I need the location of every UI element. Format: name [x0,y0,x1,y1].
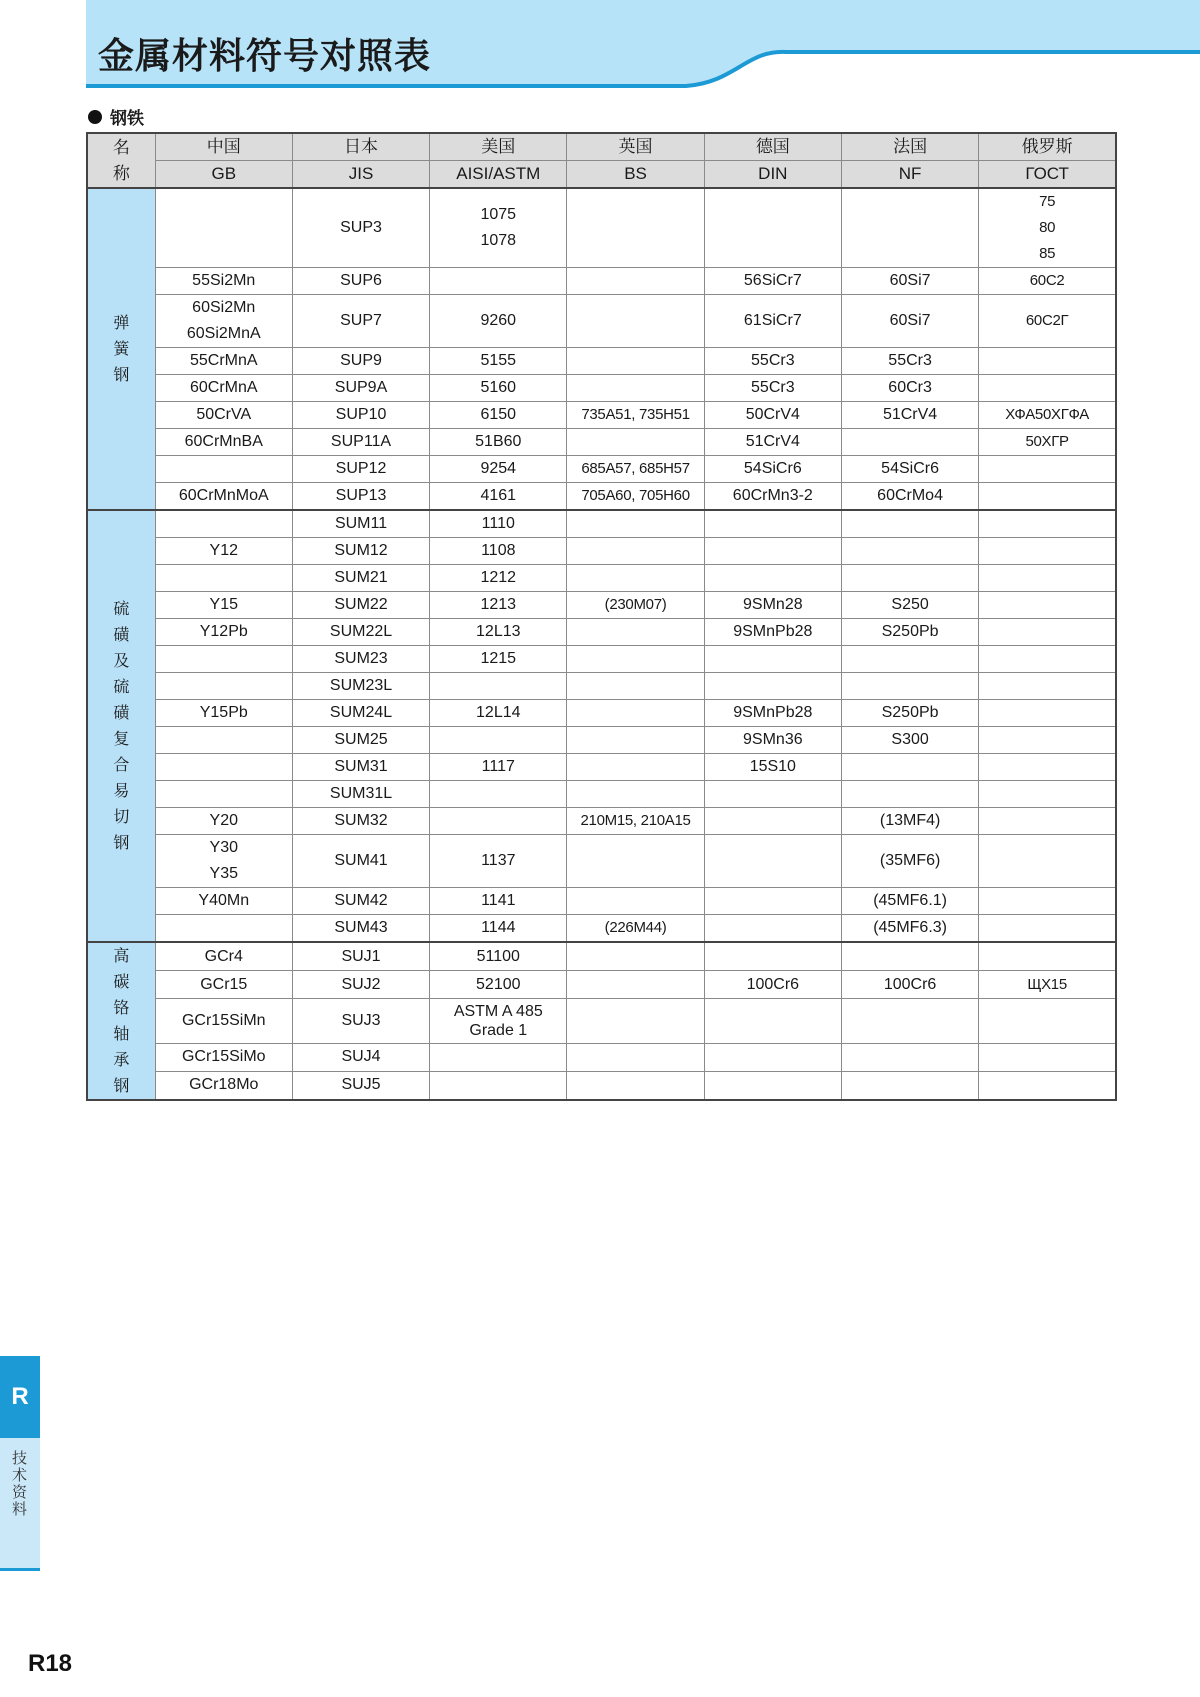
standard-header: JIS [292,161,429,189]
category-label: 高碳铬轴承钢 [113,946,130,1095]
table-cell [704,673,841,700]
table-cell [841,942,978,971]
table-cell: SUP11A [292,429,429,456]
table-cell: Y30 Y35 [155,835,292,888]
table-cell [430,673,567,700]
table-cell: SUP3 [292,188,429,268]
table-row [87,942,1116,971]
table-row [87,483,1116,511]
table-cell [979,915,1116,943]
table-cell [841,565,978,592]
table-cell: GCr15SiMo [155,1043,292,1071]
table-cell [979,727,1116,754]
table-cell [567,1071,704,1100]
table-cell: SUP9A [292,375,429,402]
table-cell: Y15 [155,592,292,619]
table-cell: 51CrV4 [841,402,978,429]
table-cell: SUM41 [292,835,429,888]
table-row [87,295,1116,348]
table-cell: S250Pb [841,700,978,727]
table-row [87,268,1116,295]
table-cell [704,888,841,915]
table-row [87,781,1116,808]
table-cell [430,727,567,754]
table-cell: ЩХ15 [979,971,1116,999]
table-cell [567,375,704,402]
table-cell: 1137 [430,835,567,888]
table-cell: 100Cr6 [704,971,841,999]
table-cell: SUM32 [292,808,429,835]
table-cell [841,1071,978,1100]
table-cell [430,808,567,835]
standard-header: BS [567,161,704,189]
table-cell: 60CrMnA [155,375,292,402]
table-cell: 51B60 [430,429,567,456]
table-cell [430,781,567,808]
table-row [87,375,1116,402]
country-header: 中国 [155,133,292,161]
table-cell: SUJ2 [292,971,429,999]
table-cell: SUM11 [292,510,429,538]
table-cell: 60C2 [979,268,1116,295]
table-cell: S300 [841,727,978,754]
table-row [87,727,1116,754]
table-cell: Y20 [155,808,292,835]
table-cell [841,538,978,565]
category-label: 弹簧钢 [113,313,130,384]
table-row [87,429,1116,456]
table-cell [704,781,841,808]
table-cell: SUJ4 [292,1043,429,1071]
table-row [87,619,1116,646]
table-cell [841,781,978,808]
table-cell: S250Pb [841,619,978,646]
section-label [88,104,144,129]
table-cell: 54SiCr6 [704,456,841,483]
country-header: 英国 [567,133,704,161]
table-cell [979,375,1116,402]
table-cell: 12L14 [430,700,567,727]
table-cell: SUP7 [292,295,429,348]
table-row [87,915,1116,943]
table-cell [704,915,841,943]
table-cell: Y12Pb [155,619,292,646]
country-header: 日本 [292,133,429,161]
table-cell [567,971,704,999]
standard-header: ГОСТ [979,161,1116,189]
table-cell: SUP13 [292,483,429,511]
table-cell [567,188,704,268]
table-cell [704,835,841,888]
table-cell: 61SiCr7 [704,295,841,348]
table-cell [567,565,704,592]
table-cell: (13MF4) [841,808,978,835]
table-cell: 56SiCr7 [704,268,841,295]
table-cell: S250 [841,592,978,619]
table-cell: 9SMnPb28 [704,619,841,646]
table-cell [567,673,704,700]
table-cell [979,592,1116,619]
category-cell [87,188,155,510]
table-cell: GCr18Mo [155,1071,292,1100]
table-cell [979,999,1116,1044]
table-row [87,188,1116,268]
table-cell: 60Cr3 [841,375,978,402]
table-cell [979,348,1116,375]
table-cell: 55Si2Mn [155,268,292,295]
table-cell [567,999,704,1044]
table-cell [567,835,704,888]
table-cell: 9254 [430,456,567,483]
table-cell: (45MF6.1) [841,888,978,915]
table-cell [155,915,292,943]
table-cell: SUM23L [292,673,429,700]
table-cell [567,888,704,915]
table-cell [979,942,1116,971]
standard-header: GB [155,161,292,189]
table-row [87,999,1116,1044]
table-cell [979,888,1116,915]
table-cell: 705A60, 705H60 [567,483,704,511]
table-row [87,646,1116,673]
table-cell [979,456,1116,483]
table-cell [979,1071,1116,1100]
table-cell: SUM23 [292,646,429,673]
table-cell [841,754,978,781]
table-cell [430,268,567,295]
table-cell: 55Cr3 [704,348,841,375]
table-cell: 51CrV4 [704,429,841,456]
table-cell: (45MF6.3) [841,915,978,943]
table-cell: 75 80 85 [979,188,1116,268]
table-cell [567,268,704,295]
table-row [87,1071,1116,1100]
country-header: 法国 [841,133,978,161]
table-cell [841,673,978,700]
table-cell [567,429,704,456]
side-tab-text: 技术资料 [12,1449,28,1518]
table-cell: (230M07) [567,592,704,619]
table-row [87,348,1116,375]
table-cell: SUM31 [292,754,429,781]
table-row [87,808,1116,835]
table-cell: SUM12 [292,538,429,565]
table-cell [979,673,1116,700]
table-cell: 50ХГР [979,429,1116,456]
table-cell [567,646,704,673]
table-cell: 60CrMnBA [155,429,292,456]
table-cell: Y12 [155,538,292,565]
table-cell [704,808,841,835]
table-cell [567,510,704,538]
table-cell [567,942,704,971]
table-row [87,700,1116,727]
table-cell: Y40Mn [155,888,292,915]
table-row [87,538,1116,565]
table-row [87,510,1116,538]
table-row [87,673,1116,700]
table-cell: SUP6 [292,268,429,295]
table-cell [979,483,1116,511]
table-row [87,754,1116,781]
table-cell [979,781,1116,808]
table-cell [155,510,292,538]
table-cell: 60Si7 [841,295,978,348]
table-cell [155,188,292,268]
table-cell: 60CrMn3-2 [704,483,841,511]
table-cell [704,565,841,592]
table-cell [841,999,978,1044]
table-cell: 51100 [430,942,567,971]
table-cell: SUM25 [292,727,429,754]
table-cell [979,565,1116,592]
table-cell: 9260 [430,295,567,348]
table-cell: SUM43 [292,915,429,943]
bullet-icon [88,110,102,124]
table-cell: 60Si2Mn 60Si2MnA [155,295,292,348]
standard-header: AISI/ASTM [430,161,567,189]
table-row [87,971,1116,999]
table-cell: ASTM A 485 Grade 1 [430,999,567,1044]
table-cell [567,1043,704,1071]
table-cell: 6150 [430,402,567,429]
table-cell [704,510,841,538]
table-cell [155,781,292,808]
table-cell: 1141 [430,888,567,915]
table-cell [704,1043,841,1071]
table-cell: 15S10 [704,754,841,781]
table-cell: 50CrV4 [704,402,841,429]
table-cell: SUM31L [292,781,429,808]
table-cell: GCr4 [155,942,292,971]
table-cell [979,510,1116,538]
table-cell: 60CrMnMoA [155,483,292,511]
table-cell: 1215 [430,646,567,673]
country-header: 美国 [430,133,567,161]
table-cell: SUJ3 [292,999,429,1044]
table-cell: (35MF6) [841,835,978,888]
table-cell [979,754,1116,781]
table-cell: 9SMnPb28 [704,700,841,727]
table-cell: 735A51, 735H51 [567,402,704,429]
table-cell: 9SMn28 [704,592,841,619]
table-cell: SUJ1 [292,942,429,971]
table-cell: 685A57, 685H57 [567,456,704,483]
table-cell: 55Cr3 [704,375,841,402]
table-cell: 4161 [430,483,567,511]
section-label-text: 钢铁 [110,109,144,129]
table-cell: 55Cr3 [841,348,978,375]
table-cell [567,348,704,375]
table-cell: 1144 [430,915,567,943]
category-cell [87,942,155,1100]
table-cell: SUP12 [292,456,429,483]
standard-header: NF [841,161,978,189]
table-cell: 52100 [430,971,567,999]
table-cell: 1213 [430,592,567,619]
table-cell [704,942,841,971]
table-cell [704,1071,841,1100]
table-cell: SUM42 [292,888,429,915]
table-cell [704,646,841,673]
table-cell: 54SiCr6 [841,456,978,483]
table-cell [979,835,1116,888]
table-cell: ХФА50ХГФА [979,402,1116,429]
table-cell: 60CrMo4 [841,483,978,511]
name-header [87,133,155,188]
table-cell: 60Si7 [841,268,978,295]
table-cell [979,538,1116,565]
table-cell [567,754,704,781]
table-cell: SUM21 [292,565,429,592]
table-cell [567,727,704,754]
page-title: 金属材料符号对照表 [98,36,432,77]
page-number: R18 [28,1650,73,1677]
table-cell: 1212 [430,565,567,592]
table-cell [567,619,704,646]
table-cell: 210M15, 210A15 [567,808,704,835]
table-cell [841,188,978,268]
table-cell [567,295,704,348]
table-cell [841,510,978,538]
table-cell: 50CrVA [155,402,292,429]
table-cell: 12L13 [430,619,567,646]
side-tab-letter: R [0,1356,40,1438]
table-cell [841,646,978,673]
table-cell: SUP9 [292,348,429,375]
table-cell [979,646,1116,673]
table-cell [979,808,1116,835]
table-row [87,456,1116,483]
table-cell: 5155 [430,348,567,375]
table-cell [430,1043,567,1071]
steel-comparison-table [86,132,1117,1101]
table-cell [979,1043,1116,1071]
table-cell [841,429,978,456]
table-cell [155,456,292,483]
table-cell [979,619,1116,646]
table-row [87,888,1116,915]
table-row [87,592,1116,619]
table-cell: SUP10 [292,402,429,429]
table-cell: 9SMn36 [704,727,841,754]
table-cell: 55CrMnA [155,348,292,375]
table-cell [567,538,704,565]
category-cell [87,510,155,942]
table-cell: 1117 [430,754,567,781]
table-cell: 5160 [430,375,567,402]
table-cell [841,1043,978,1071]
table-cell [979,700,1116,727]
standard-header: DIN [704,161,841,189]
table-row [87,565,1116,592]
table-cell [155,754,292,781]
table-cell [155,565,292,592]
country-header: 德国 [704,133,841,161]
table-cell: 100Cr6 [841,971,978,999]
table-cell [430,1071,567,1100]
table-cell: Y15Pb [155,700,292,727]
table-cell: SUM22 [292,592,429,619]
table-cell [155,646,292,673]
table-cell: SUM22L [292,619,429,646]
table-cell [567,781,704,808]
table-cell: SUJ5 [292,1071,429,1100]
table-row [87,402,1116,429]
table-cell: SUM24L [292,700,429,727]
table-cell: 60C2Г [979,295,1116,348]
table-cell: 1108 [430,538,567,565]
table-cell [704,188,841,268]
table-row [87,1043,1116,1071]
table-cell: GCr15SiMn [155,999,292,1044]
table-cell [155,727,292,754]
table-cell [155,673,292,700]
name-header-text: 名称 [112,137,130,184]
table-cell [704,999,841,1044]
table-row [87,835,1116,888]
table-cell: 1110 [430,510,567,538]
table-cell: 1075 1078 [430,188,567,268]
table-cell [704,538,841,565]
table-cell: (226M44) [567,915,704,943]
side-tab-section [0,1438,40,1571]
table-cell [567,700,704,727]
country-header: 俄罗斯 [979,133,1116,161]
category-label: 硫磺及硫磺复合易切钢 [113,599,130,852]
table-cell: GCr15 [155,971,292,999]
